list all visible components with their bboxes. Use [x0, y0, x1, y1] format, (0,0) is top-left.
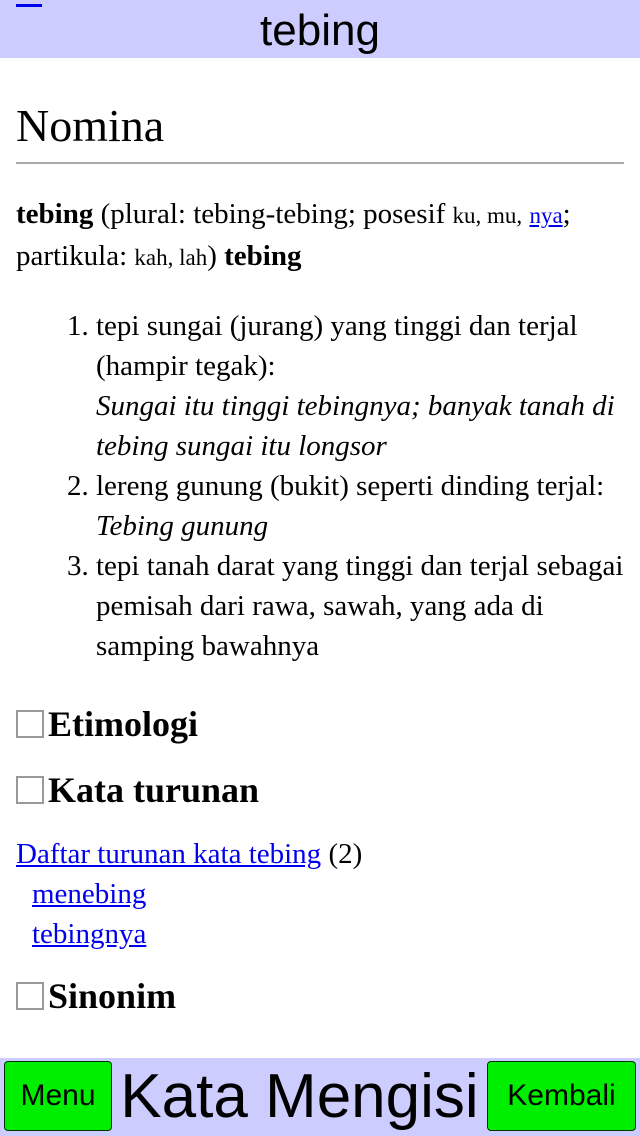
section-etimologi[interactable] [16, 704, 624, 744]
section-title: Sinonim [48, 976, 177, 1016]
definition-item [96, 466, 624, 546]
back-button[interactable]: Kembali [487, 1061, 636, 1131]
section-title: Etimologi [48, 704, 198, 744]
section-title: Kata turunan [48, 770, 260, 810]
partikula-forms: kah, lah [134, 245, 208, 270]
headword-line [16, 194, 624, 278]
derived-word-link[interactable]: menebing [32, 878, 147, 910]
definition-text: lereng gunung (bukit) seperti dinding terjal: [96, 470, 605, 502]
header-bar [0, 0, 640, 58]
section-kata-turunan[interactable] [16, 770, 624, 810]
headword-repeat: tebing [224, 240, 302, 272]
footer-bar [0, 1058, 640, 1136]
expand-checkbox[interactable] [16, 982, 44, 1010]
definition-text: tepi sungai (jurang) yang tinggi dan terjal (hampir tegak): [96, 310, 578, 382]
menu-button[interactable]: Menu [4, 1061, 112, 1131]
app-title: Kata Mengisi [120, 1062, 479, 1131]
partikula-label: ; partikula: [16, 198, 571, 272]
definition-item [96, 546, 624, 666]
derived-word-link[interactable]: tebingnya [32, 918, 147, 950]
definition-list [16, 306, 624, 666]
plural-text: (plural: tebing-tebing; posesif [93, 198, 453, 230]
definition-text: tepi tanah darat yang tinggi dan terjal sebagai pemisah dari rawa, sawah, yang ada di samping bawahnya [96, 550, 624, 662]
page-title: tebing [260, 6, 380, 55]
derived-list-link[interactable]: Daftar turunan kata tebing [16, 838, 322, 870]
part-of-speech-heading: Nomina [16, 100, 624, 164]
close-paren: ) [207, 240, 225, 272]
posesif-nya-link[interactable]: nya [529, 203, 563, 228]
definition-example: Sungai itu tinggi tebingnya; banyak tanah di tebing sungai itu longsor [96, 390, 615, 462]
section-sinonim[interactable] [16, 976, 624, 1016]
posesif-forms: ku, mu, [452, 203, 523, 228]
derived-count: (2) [321, 838, 363, 870]
headword: tebing [16, 198, 94, 230]
entry-content [16, 58, 624, 1016]
definition-example: Tebing gunung [96, 510, 269, 542]
expand-checkbox[interactable] [16, 776, 44, 804]
definition-item [96, 306, 624, 466]
expand-checkbox[interactable] [16, 710, 44, 738]
derived-list [16, 834, 624, 954]
